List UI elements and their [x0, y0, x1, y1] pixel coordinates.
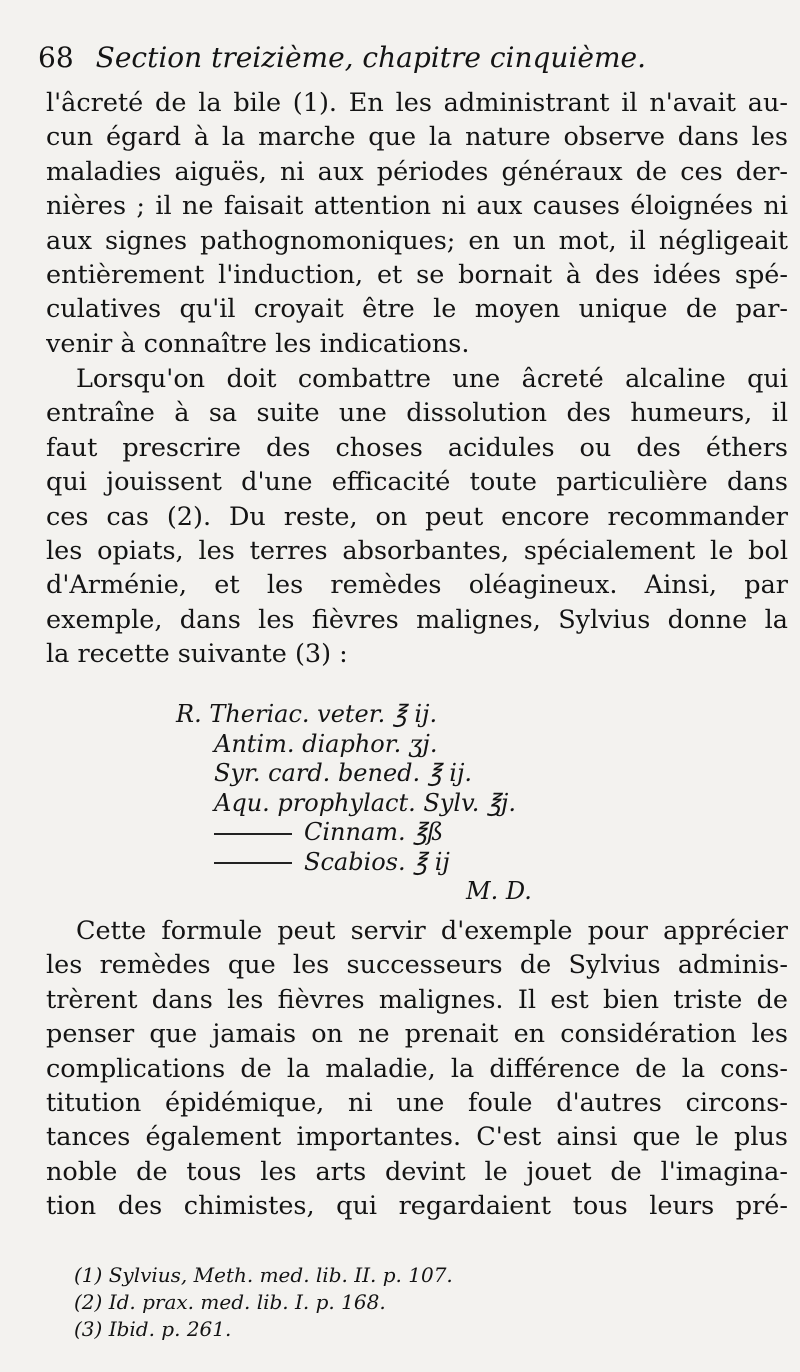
text-line: exemple, dans les fièvres malignes, Sylvius donne la: [46, 604, 788, 635]
paragraph-2: [46, 362, 788, 672]
text-line: tances également importantes. C'est ainsi que le plus: [46, 1122, 788, 1153]
prescription-recipe: [0, 700, 800, 907]
text-line: tion des chimistes, qui regardaient tous leurs pré-: [46, 1191, 788, 1222]
text-line: complications de la maladie, la différence de la cons-: [46, 1053, 788, 1084]
page-number: 68: [38, 41, 74, 74]
footnotes: [74, 1262, 774, 1343]
paragraph-1: [46, 86, 788, 361]
text-line: venir à connaître les indications.: [46, 328, 470, 359]
text-line: titution épidémique, ni une foule d'autres circons-: [46, 1087, 788, 1118]
text-line: ces cas (2). Du reste, on peut encore recommander: [46, 501, 788, 532]
running-header: [38, 40, 778, 76]
footnote: (2) Id. prax. med. lib. I. p. 168.: [74, 1290, 386, 1314]
text-line: penser que jamais on ne prenait en considération les: [46, 1019, 788, 1050]
text-line: faut prescrire des choses acidules ou des éthers: [46, 432, 788, 463]
text-line: les opiats, les terres absorbantes, spécialement le bol: [46, 535, 788, 566]
ditto-dash: [214, 862, 292, 864]
text-line: nières ; il ne faisait attention ni aux causes éloignées ni: [46, 191, 788, 222]
text-line: les remèdes que les successeurs de Sylvius adminis-: [46, 950, 788, 981]
text-line: l'âcreté de la bile (1). En les administrant il n'avait au-: [46, 88, 788, 118]
ditto-dash: [214, 833, 292, 835]
recipe-signature: M. D.: [466, 877, 532, 905]
recipe-line: Syr. card. bened. ℥ ij.: [214, 759, 473, 787]
text-line: d'Arménie, et les remèdes oléagineux. Ainsi, par: [46, 570, 788, 601]
text-line: trèrent dans les fièvres malignes. Il est bien triste de: [46, 984, 788, 1015]
text-line: entièrement l'induction, et se bornait à des idées spé-: [46, 259, 788, 290]
text-line: entraîne à sa suite une dissolution des humeurs, il: [46, 398, 788, 429]
text-line: maladies aiguës, ni aux périodes généraux de ces der-: [46, 156, 788, 187]
recipe-line: Aqu. prophylact. Sylv. ℥j.: [214, 788, 516, 817]
text-line: culatives qu'il croyait être le moyen unique de par-: [46, 294, 788, 325]
recipe-line: Antim. diaphor. ʒj.: [214, 729, 438, 758]
text-line: Cette formule peut servir d'exemple pour apprécier: [76, 916, 788, 946]
text-line: cun égard à la marche que la nature observe dans les: [46, 122, 788, 153]
text-line: aux signes pathognomoniques; en un mot, il négligeait: [46, 225, 788, 256]
text-line: Lorsqu'on doit combattre une âcreté alcaline qui: [76, 364, 788, 394]
paragraph-3: [46, 914, 788, 1224]
text-line: noble de tous les arts devint le jouet de l'imagina-: [46, 1156, 788, 1187]
footnote: (3) Ibid. p. 261.: [74, 1317, 232, 1341]
running-title: Section treizième, chapitre cinquième.: [95, 41, 647, 74]
footnote: (1) Sylvius, Meth. med. lib. II. p. 107.: [74, 1263, 453, 1287]
text-line: la recette suivante (3) :: [46, 639, 348, 670]
recipe-line: Cinnam. ℥ß: [304, 818, 444, 846]
recipe-line: Scabios. ℥ ij: [304, 847, 450, 876]
text-line: qui jouissent d'une efficacité toute particulière dans: [46, 467, 788, 498]
recipe-line: R. Theriac. veter. ℥ ij.: [176, 700, 438, 728]
